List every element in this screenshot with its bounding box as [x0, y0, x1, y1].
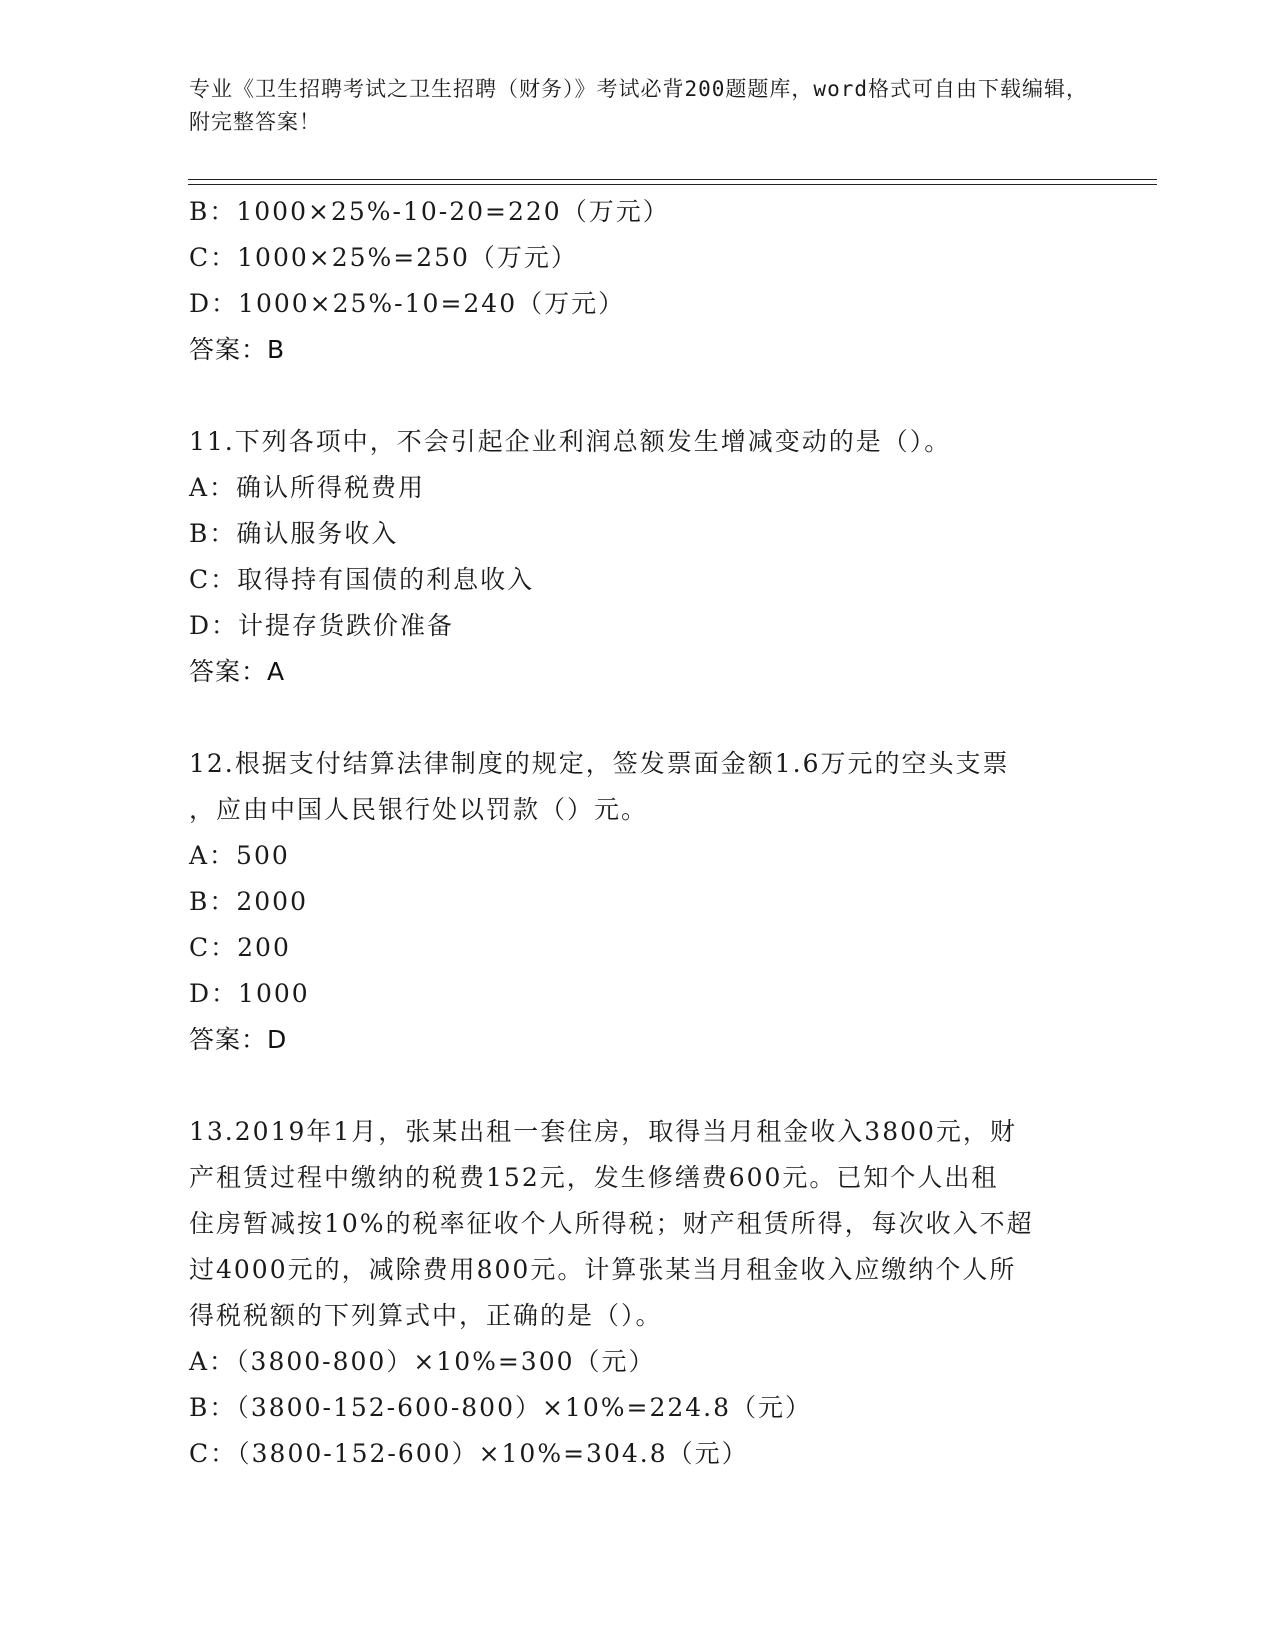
header-divider-bottom	[188, 184, 1157, 185]
option-b: B：1000×25%-10-20=220（万元）	[189, 197, 670, 226]
option-c: C：200	[189, 933, 291, 962]
question-stem-line: 12.根据支付结算法律制度的规定，签发票面金额1.6万元的空头支票	[189, 749, 1010, 778]
option-d: D：1000×25%-10=240（万元）	[189, 289, 626, 318]
question-stem-line: 产租赁过程中缴纳的税费152元，发生修缮费600元。已知个人出租	[189, 1163, 999, 1192]
question-13	[189, 1109, 1089, 1477]
question-content	[189, 189, 1089, 1477]
option-c: C：取得持有国债的利息收入	[189, 565, 535, 594]
option-a: A：500	[189, 841, 290, 870]
option-c: C：（3800-152-600）×10%=304.8（元）	[189, 1439, 749, 1468]
option-a: A：确认所得税费用	[189, 473, 426, 502]
spacer	[189, 695, 1089, 741]
document-header	[189, 73, 1089, 139]
answer-label: 答案：D	[189, 1025, 288, 1054]
spacer	[189, 1063, 1089, 1109]
option-c: C：1000×25%=250（万元）	[189, 243, 578, 272]
question-stem-line: 住房暂减按10%的税率征收个人所得税；财产租赁所得，每次收入不超	[189, 1209, 1034, 1238]
option-b: B：确认服务收入	[189, 519, 399, 548]
header-title: 专业《卫生招聘考试之卫生招聘（财务）》考试必背200题题库，word格式可自由下载编辑，附完整答案！	[189, 77, 1088, 134]
question-stem-line: ，应由中国人民银行处以罚款（）元。	[189, 795, 649, 824]
option-b: B：（3800-152-600-800）×10%=224.8（元）	[189, 1393, 813, 1422]
option-b: B：2000	[189, 887, 308, 916]
question-stem: 11.下列各项中，不会引起企业利润总额发生增减变动的是（）。	[189, 427, 952, 456]
option-d: D：计提存货跌价准备	[189, 611, 455, 640]
question-stem-line: 过4000元的，减除费用800元。计算张某当月租金收入应缴纳个人所	[189, 1255, 1017, 1284]
question-12	[189, 741, 1089, 1063]
question-10-continued	[189, 189, 1089, 373]
answer-label: 答案：A	[189, 657, 286, 686]
header-divider-top	[188, 179, 1157, 180]
answer-label: 答案：B	[189, 335, 286, 364]
question-11	[189, 419, 1089, 695]
question-stem-line: 得税税额的下列算式中，正确的是（）。	[189, 1301, 663, 1330]
spacer	[189, 373, 1089, 419]
option-a: A：（3800-800）×10%=300（元）	[189, 1347, 656, 1376]
question-stem-line: 13.2019年1月，张某出租一套住房，取得当月租金收入3800元，财	[189, 1117, 1017, 1146]
option-d: D：1000	[189, 979, 310, 1008]
